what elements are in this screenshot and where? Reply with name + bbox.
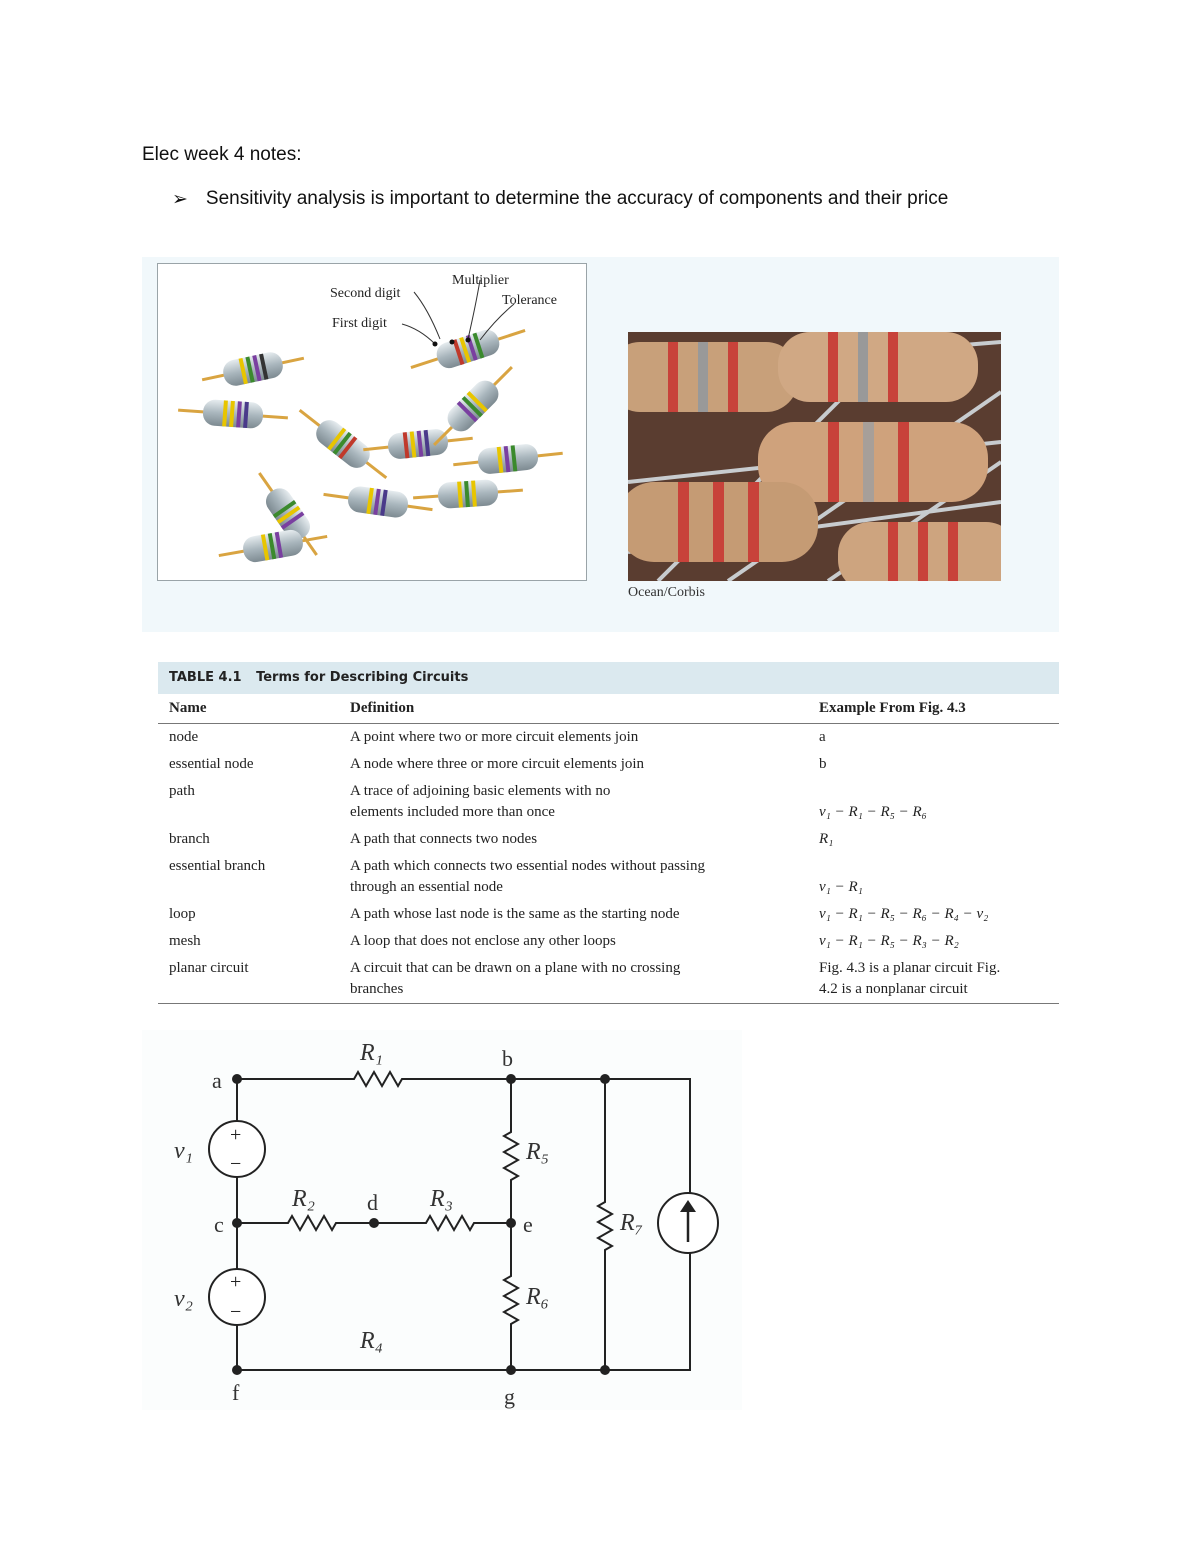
table-row <box>158 778 1059 826</box>
label-r3: R₃ <box>430 1186 454 1212</box>
term-example: v₁ − R₁ − R₅ − R₆ <box>819 804 927 820</box>
v2-minus-sign: − <box>230 1301 242 1323</box>
header-definition: Definition <box>339 694 808 724</box>
table-caption-title: Terms for Describing Circuits <box>256 670 469 685</box>
bullet-text: Sensitivity analysis is important to determine the accuracy of components and their price <box>205 188 949 209</box>
resistor-photo <box>628 332 1001 581</box>
v2-plus-sign: + <box>230 1271 242 1293</box>
table-row <box>158 751 1059 778</box>
resistor-figure-panel <box>142 257 1059 632</box>
label-r7: R₇ <box>620 1210 644 1236</box>
term-name: node <box>169 729 199 745</box>
label-second-digit: Second digit <box>330 286 401 301</box>
term-definition: A path whose last node is the same as the starting node <box>350 906 680 922</box>
v1-minus-sign: − <box>230 1153 242 1175</box>
term-definition: A point where two or more circuit elements join <box>350 729 639 745</box>
page-title: Elec week 4 notes: <box>142 144 302 165</box>
circuit-schematic <box>142 1030 742 1410</box>
label-first-digit: First digit <box>332 316 387 331</box>
photo-credit: Ocean/Corbis <box>628 585 705 600</box>
term-example: R₁ <box>819 831 834 847</box>
term-name: branch <box>169 831 210 847</box>
term-definition: A path that connects two nodes <box>350 831 538 847</box>
node-d: d <box>367 1190 378 1215</box>
label-r2: R₂ <box>292 1186 316 1212</box>
label-multiplier: Multiplier <box>452 273 509 288</box>
term-name: mesh <box>169 933 201 949</box>
term-name: planar circuit <box>158 955 339 1004</box>
node-f: f <box>232 1380 240 1405</box>
arrow-bullet-icon: ➢ <box>172 189 188 210</box>
term-example: v₁ − R₁ <box>819 879 863 895</box>
band-label-leaders <box>402 280 514 344</box>
table-row <box>158 826 1059 853</box>
label-r1: R₁ <box>360 1040 384 1066</box>
table-row <box>158 955 1059 1004</box>
header-example: Example From Fig. 4.3 <box>808 694 1059 724</box>
table-row <box>158 853 1059 901</box>
node-e: e <box>523 1212 533 1237</box>
node-c: c <box>214 1212 224 1237</box>
label-v2: v₂ <box>174 1286 193 1312</box>
node-g: g <box>504 1384 515 1409</box>
term-definition: A path which connects two essential nodes without passing through an essential node <box>350 858 705 895</box>
table-caption <box>158 662 1059 694</box>
term-name: essential branch <box>169 858 266 874</box>
v1-plus-sign: + <box>230 1124 242 1146</box>
bullet-item <box>172 188 948 211</box>
table-row <box>158 928 1059 955</box>
term-definition: A circuit that can be drawn on a plane with no crossing branches <box>339 955 808 1004</box>
label-r6: R₆ <box>526 1284 550 1310</box>
label-r4: R₄ <box>360 1328 384 1354</box>
resistor-color-code-illustration <box>157 263 587 581</box>
table-row <box>158 901 1059 928</box>
table-row <box>158 724 1059 752</box>
node-a: a <box>212 1068 222 1093</box>
table-header-row <box>158 694 1059 724</box>
table-caption-number: TABLE 4.1 <box>169 670 242 685</box>
resistor-cluster <box>177 318 564 568</box>
term-example: v₁ − R₁ − R₅ − R₃ − R₂ <box>819 933 959 949</box>
term-definition: A trace of adjoining basic elements with no elements included more than once <box>350 783 611 820</box>
term-definition: A loop that does not enclose any other loops <box>350 933 616 949</box>
term-example: Fig. 4.3 is a planar circuit Fig. 4.2 is a nonplanar circuit <box>808 955 1059 1004</box>
label-tolerance: Tolerance <box>502 293 557 308</box>
node-b: b <box>502 1046 513 1071</box>
term-name: path <box>169 783 195 799</box>
term-definition: A node where three or more circuit elements join <box>350 756 645 772</box>
term-example: a <box>819 729 826 745</box>
label-r5: R₅ <box>526 1139 550 1165</box>
header-name: Name <box>158 694 339 724</box>
label-v1: v₁ <box>174 1138 193 1164</box>
circuit-terms-table <box>158 662 1059 1004</box>
term-name: essential node <box>169 756 254 772</box>
term-example: v₁ − R₁ − R₅ − R₆ − R₄ − v₂ <box>819 906 989 922</box>
circuit-diagram <box>142 1030 742 1410</box>
term-example: b <box>819 756 827 772</box>
term-name: loop <box>169 906 196 922</box>
